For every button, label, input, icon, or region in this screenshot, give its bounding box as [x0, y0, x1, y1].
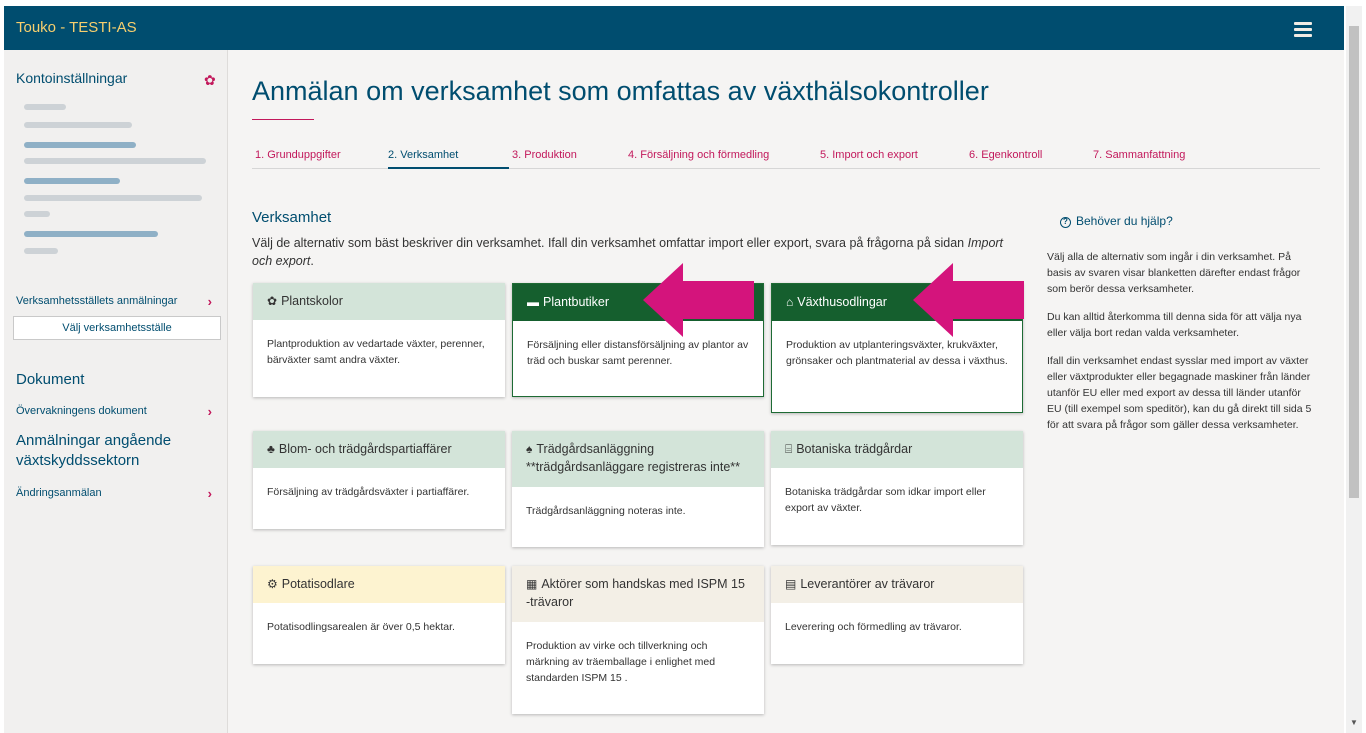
card-body: Försäljning av trädgårdsväxter i partiaffärer. — [267, 486, 470, 498]
establishment-notices-link[interactable] — [16, 295, 212, 307]
card-title: Leverantörer av trävaror — [800, 577, 935, 591]
intro-link-text: Import och export — [252, 236, 1004, 268]
card-body: Botaniska trädgårdar som idkar import eller export av växter. — [785, 486, 986, 514]
card-header — [253, 566, 505, 603]
card-blom-tradgardspartiaffarer[interactable] — [253, 431, 505, 529]
help-link[interactable] — [1060, 214, 1173, 228]
blurred-user-info — [24, 158, 206, 164]
choose-establishment-button[interactable]: Välj verksamhetsställe — [13, 316, 221, 340]
help-paragraph: Ifall din verksamhet endast sysslar med import av växter eller växtprodukter eller begagnade maskiner från länder utanför EU eller med export av dessa till länder utanför EU (till exempel som speditör), kan du gå direkt till sida 5 för att svara på frågor som gäller dessa verksamheter. — [1047, 355, 1312, 431]
blurred-user-info — [24, 104, 66, 110]
card-header — [771, 566, 1023, 603]
blurred-user-info — [24, 195, 202, 201]
card-body: Trädgårdsanläggning noteras inte. — [526, 505, 686, 517]
museum-icon: ⌸ — [785, 442, 793, 456]
blurred-link[interactable] — [24, 142, 136, 148]
vertical-scrollbar[interactable] — [1346, 6, 1362, 733]
page-title: Anmälan om verksamhet som omfattas av växthälsokontroller — [252, 76, 989, 106]
card-leverantorer-travaror[interactable] — [771, 566, 1023, 664]
card-header — [771, 431, 1023, 468]
chevron-right-icon: › — [207, 486, 212, 501]
chevron-right-icon: › — [207, 294, 212, 309]
card-title: Trädgårdsanläggning **trädgårdsanläggare registreras inte** — [526, 442, 741, 474]
card-body: Produktion av virke och tillverkning och märkning av träemballage i enlighet med standarden ISPM 15 . — [526, 640, 716, 684]
sidebar — [4, 50, 228, 733]
help-paragraph: Du kan alltid återkomma till denna sida för att välja nya eller välja bort redan valda verksamheter. — [1047, 311, 1302, 339]
card-ispm15[interactable] — [512, 566, 764, 714]
blurred-user-info — [24, 211, 50, 217]
intro-end: . — [310, 254, 314, 268]
title-underline — [252, 119, 314, 120]
pallet-icon: ▦ — [526, 577, 538, 591]
help-paragraph: Välj alla de alternativ som ingår i din verksamhet. På basis av svaren visar blanketten därefter endast frågor som berör dessa verksamheter. — [1047, 251, 1301, 295]
card-body: Försäljning eller distansförsäljning av plantor av träd och buskar samt perenner. — [527, 339, 749, 367]
card-body: Plantproduktion av vedartade växter, perenner, bärväxter samt andra växter. — [267, 338, 485, 366]
store-icon: ▬ — [527, 295, 539, 309]
blurred-link[interactable] — [24, 178, 120, 184]
tab-grunduppgifter[interactable]: 1. Grunduppgifter — [255, 149, 341, 161]
question-circle-icon: ? — [1060, 217, 1071, 228]
blurred-user-info — [24, 122, 132, 128]
card-header — [253, 283, 505, 320]
card-body: Potatisodlingsarealen är över 0,5 hektar. — [267, 621, 455, 633]
card-potatisodlare[interactable] — [253, 566, 505, 664]
greenhouse-icon: ⌂ — [786, 295, 794, 309]
scrollbar-thumb[interactable] — [1349, 26, 1359, 498]
tab-egenkontroll[interactable]: 6. Egenkontroll — [969, 149, 1043, 161]
card-botaniska-tradgardar[interactable] — [771, 431, 1023, 545]
pointer-arrow — [913, 263, 1024, 337]
change-notice-label: Ändringsanmälan — [16, 487, 102, 499]
tab-sammanfattning[interactable]: 7. Sammanfattning — [1093, 149, 1186, 161]
establishment-notices-label: Verksamhetsställets anmälningar — [16, 295, 178, 307]
tab-produktion[interactable]: 3. Produktion — [512, 149, 577, 161]
card-header — [512, 431, 764, 487]
card-title: Plantbutiker — [543, 295, 610, 309]
blurred-link[interactable] — [24, 231, 158, 237]
gear-icon[interactable]: ✿ — [204, 72, 216, 88]
truck-loading-icon: ▤ — [785, 577, 797, 591]
plant-sector-heading: Anmälningar angående växtskyddssektorn — [16, 432, 172, 469]
step-tabs — [252, 143, 1320, 169]
section-intro — [252, 234, 1022, 270]
card-title: Botaniska trädgårdar — [796, 442, 913, 456]
scroll-down-arrow-icon[interactable]: ▼ — [1350, 718, 1358, 727]
monitoring-documents-link[interactable] — [16, 405, 212, 417]
help-link-label: Behöver du hjälp? — [1076, 214, 1173, 228]
app-window — [4, 6, 1344, 733]
tractor-icon: ⚙ — [267, 577, 278, 591]
tab-forsaljning[interactable]: 4. Försäljning och förmedling — [628, 149, 770, 161]
change-notice-link[interactable] — [16, 487, 212, 499]
section-heading: Verksamhet — [252, 209, 332, 226]
card-title: Växthusodlingar — [797, 295, 887, 309]
tab-verksamhet[interactable]: 2. Verksamhet — [388, 149, 509, 169]
card-title: Plantskolor — [281, 294, 343, 308]
card-title: Aktörer som handskas med ISPM 15 -trävaror — [526, 577, 745, 609]
account-settings-heading[interactable]: Kontoinställningar — [16, 70, 128, 86]
card-title: Potatisodlare — [281, 577, 355, 591]
card-tradgardsanlaggning[interactable] — [512, 431, 764, 547]
flowers-icon: ♣ — [267, 442, 275, 456]
intro-text: Välj de alternativ som bäst beskriver din verksamhet. Ifall din verksamhet omfattar import eller export, svara på frågorna på sidan — [252, 236, 968, 250]
blurred-user-info — [24, 248, 58, 254]
chevron-right-icon: › — [207, 404, 212, 419]
hamburger-menu-icon[interactable] — [1294, 22, 1312, 36]
app-title: Touko - TESTI-AS — [16, 19, 137, 36]
card-header — [253, 431, 505, 468]
top-bar — [4, 6, 1344, 50]
card-title: Blom- och trädgårdspartiaffärer — [278, 442, 452, 456]
card-body: Produktion av utplanteringsväxter, krukväxter, grönsaker och plantmaterial av dessa i växthus. — [786, 339, 1008, 367]
tree-icon: ♠ — [526, 442, 533, 456]
documents-heading: Dokument — [16, 371, 85, 388]
card-header — [512, 566, 764, 622]
card-plantskolor[interactable] — [253, 283, 505, 397]
card-body: Leverering och förmedling av trävaror. — [785, 621, 962, 633]
seedling-icon: ✿ — [267, 294, 278, 308]
monitoring-documents-label: Övervakningens dokument — [16, 405, 147, 417]
tab-import-export[interactable]: 5. Import och export — [820, 149, 918, 161]
pointer-arrow — [643, 263, 754, 337]
